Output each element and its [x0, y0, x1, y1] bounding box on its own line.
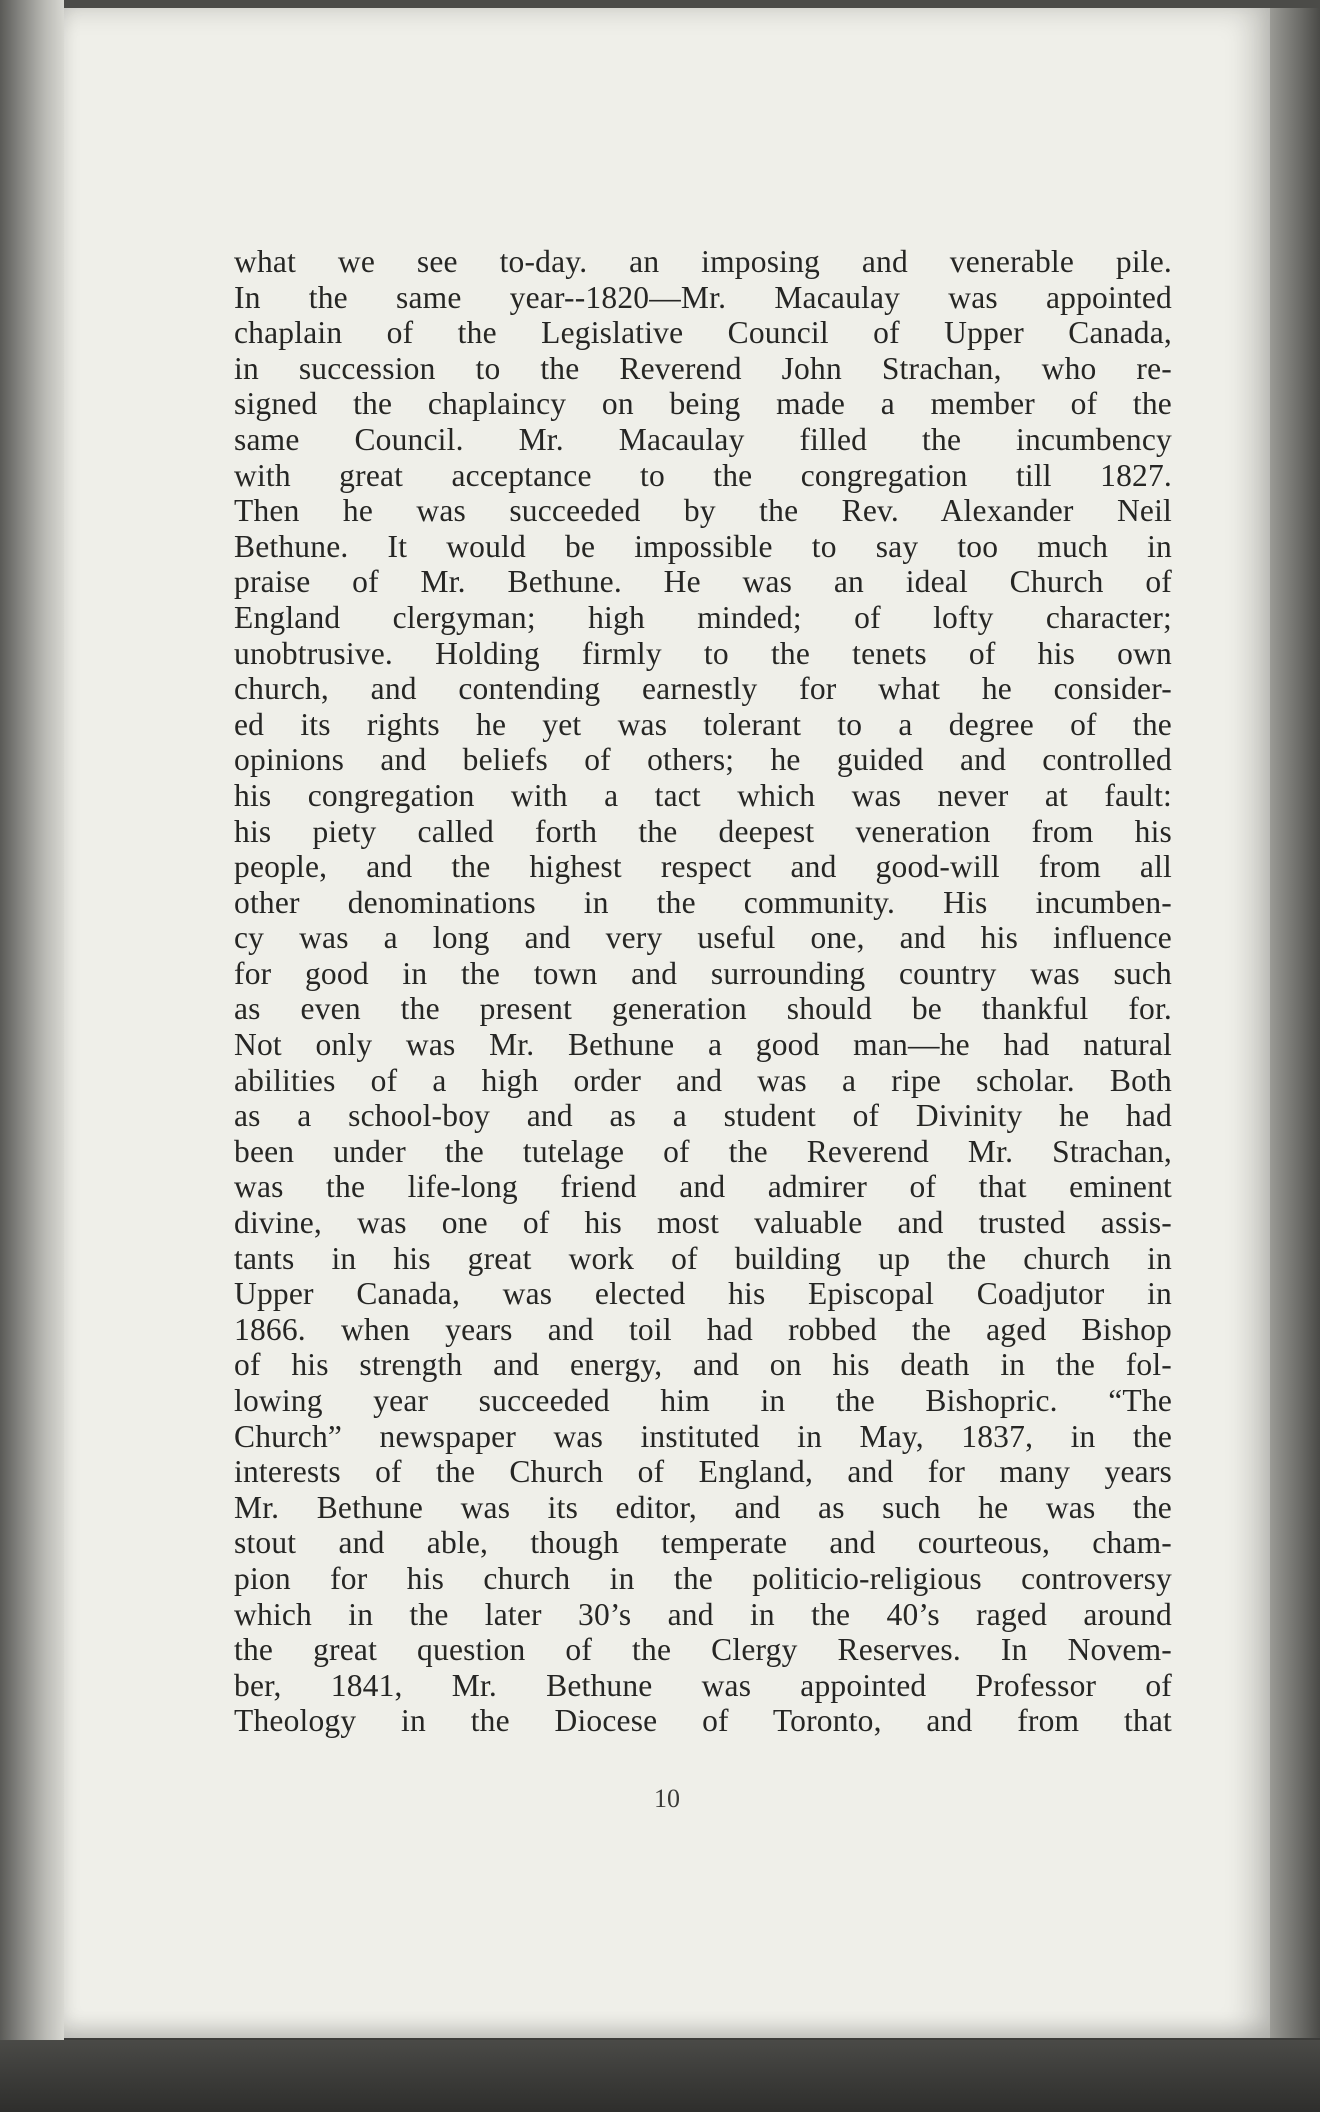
page-number: 10 — [654, 1784, 680, 1813]
text-line: his congregation with a tact which was never at fault: — [234, 777, 1172, 813]
text-line: pion for his church in the politicio-religious controversy — [234, 1560, 1172, 1596]
text-line: of his strength and energy, and on his death in the fol- — [234, 1347, 1172, 1383]
text-line: In the same year--1820—Mr. Macaulay was appointed — [234, 279, 1172, 315]
page-edge — [1270, 8, 1320, 2038]
text-line: cy was a long and very useful one, and his influence — [234, 920, 1172, 956]
text-line: tants in his great work of building up the church in — [234, 1240, 1172, 1276]
text-line: Then he was succeeded by the Rev. Alexander Neil — [234, 493, 1172, 529]
text-line: 1866. when years and toil had robbed the aged Bishop — [234, 1311, 1172, 1347]
text-line: other denominations in the community. His incumben- — [234, 884, 1172, 920]
text-line: opinions and beliefs of others; he guided and controlled — [234, 742, 1172, 778]
text-line: lowing year succeeded him in the Bishopric. “The — [234, 1383, 1172, 1418]
text-line: Church” newspaper was instituted in May, 1837, in the — [234, 1418, 1172, 1454]
text-line: praise of Mr. Bethune. He was an ideal Church of — [234, 564, 1172, 600]
text-line: was the life-long friend and admirer of that eminent — [234, 1169, 1172, 1205]
bottom-shadow — [0, 2040, 1320, 2112]
text-line: abilities of a high order and was a ripe scholar. Both — [234, 1062, 1172, 1098]
text-line: ed its rights he yet was tolerant to a degree of the — [234, 706, 1172, 742]
book-binding — [0, 0, 64, 2112]
text-line: church, and contending earnestly for what he consider- — [234, 671, 1172, 707]
text-line: with great acceptance to the congregation till 1827. — [234, 457, 1172, 493]
text-line: been under the tutelage of the Reverend Mr. Strachan, — [234, 1133, 1172, 1169]
text-line: Theology in the Diocese of Toronto, and from that — [234, 1703, 1172, 1739]
text-line: Not only was Mr. Bethune a good man—he had natural — [234, 1027, 1172, 1063]
text-line: interests of the Church of England, and for many years — [234, 1454, 1172, 1490]
page-sheet — [64, 8, 1270, 2038]
body-text — [234, 244, 1172, 1739]
text-line: people, and the highest respect and good-will from all — [234, 849, 1172, 885]
text-line: his piety called forth the deepest veneration from his — [234, 813, 1172, 849]
text-line: Bethune. It would be impossible to say too much in — [234, 528, 1172, 564]
text-line: in succession to the Reverend John Strachan, who re- — [234, 350, 1172, 386]
text-line: divine, was one of his most valuable and trusted assis- — [234, 1205, 1172, 1241]
text-line: same Council. Mr. Macaulay filled the incumbency — [234, 421, 1172, 457]
text-line: stout and able, though temperate and courteous, cham- — [234, 1525, 1172, 1561]
text-line: as even the present generation should be thankful for. — [234, 991, 1172, 1027]
text-line: which in the later 30’s and in the 40’s raged around — [234, 1596, 1172, 1632]
text-line: ber, 1841, Mr. Bethune was appointed Professor of — [234, 1667, 1172, 1703]
text-line: the great question of the Clergy Reserves. In Novem- — [234, 1632, 1172, 1668]
text-line: Mr. Bethune was its editor, and as such he was the — [234, 1489, 1172, 1525]
text-line: as a school-boy and as a student of Divinity he had — [234, 1098, 1172, 1134]
text-line: Upper Canada, was elected his Episcopal Coadjutor in — [234, 1276, 1172, 1312]
text-line: for good in the town and surrounding country was such — [234, 955, 1172, 991]
text-line: England clergyman; high minded; of lofty character; — [234, 599, 1172, 635]
text-line: what we see to-day. an imposing and venerable pile. — [234, 244, 1172, 279]
text-line: unobtrusive. Holding firmly to the tenets of his own — [234, 635, 1172, 671]
text-line: signed the chaplaincy on being made a member of the — [234, 386, 1172, 422]
text-line: chaplain of the Legislative Council of Upper Canada, — [234, 315, 1172, 351]
